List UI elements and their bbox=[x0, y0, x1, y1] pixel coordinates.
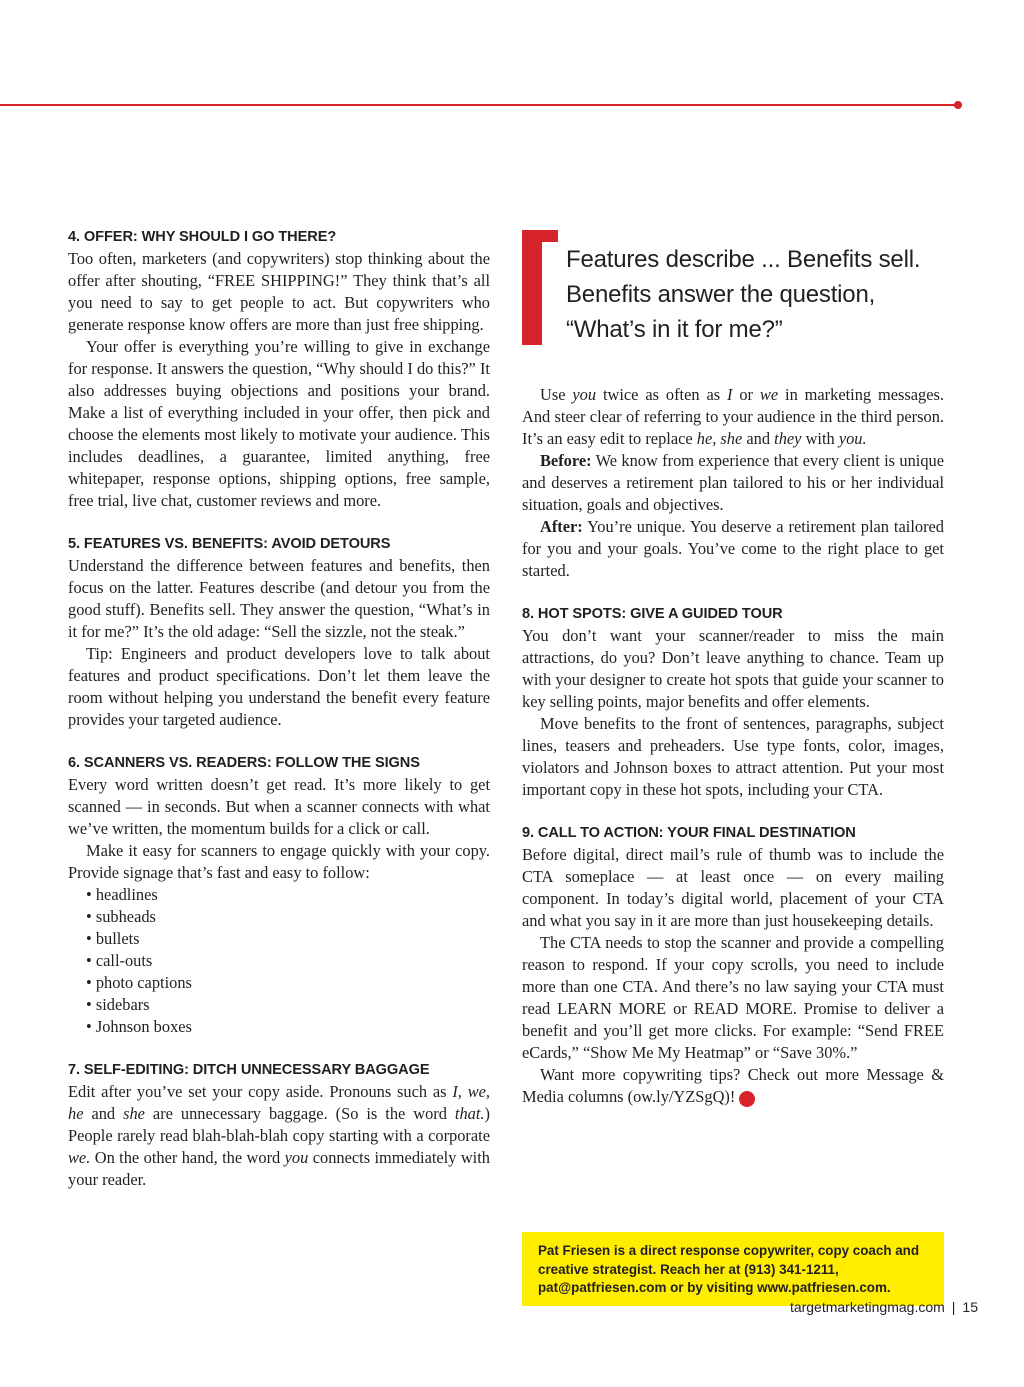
list-item: • Johnson boxes bbox=[86, 1016, 490, 1038]
before-example: Before: We know from experience that every client is unique and deserves a retirement plan tailored to his or her individual situation, goals and objectives. bbox=[522, 451, 944, 514]
after-example: After: You’re unique. You deserve a retirement plan tailored for you and your goals. You’ve come to the right place to get started. bbox=[522, 517, 944, 580]
section-5-paragraph-1: Understand the difference between features and benefits, then focus on the latter. Features describe (and detour you from the good stuff). Benefits sell. They answer the question, “What’s in it for me?” It’s the old adage: “Sell the sizzle, not the steak.” bbox=[68, 556, 490, 641]
section-4-paragraph-1: Too often, marketers (and copywriters) stop thinking about the offer after shouting, “FREE SHIPPING!” They think that’s all you need to say to get people to act. But copywriters who generate response know offers are more than just free shipping. bbox=[68, 249, 490, 334]
page-number: 15 bbox=[962, 1299, 978, 1315]
author-bio-box bbox=[522, 1232, 944, 1306]
section-8-paragraph-2: Move benefits to the front of sentences, paragraphs, subject lines, teasers and preheaders. Use type fonts, color, images, violators and Johnson boxes to attract attention. Put your most important copy in these hot spots, including your CTA. bbox=[522, 714, 944, 799]
section-4-heading: 4. OFFER: WHY SHOULD I GO THERE? bbox=[68, 229, 337, 245]
list-item: • call-outs bbox=[86, 950, 490, 972]
section-7-heading: 7. SELF-EDITING: DITCH UNNECESSARY BAGGAGE bbox=[68, 1062, 430, 1078]
top-rule-dot bbox=[954, 101, 962, 109]
section-5-paragraph-2: Tip: Engineers and product developers love to talk about features and product specifications. Don’t let them leave the room without helping you understand the benefit every feature provides your targeted audience. bbox=[68, 644, 490, 729]
list-item: • headlines bbox=[86, 884, 490, 906]
footer-site: targetmarketingmag.com bbox=[789, 1299, 945, 1315]
section-9-paragraph-3: Want more copywriting tips? Check out more Message & Media columns (ow.ly/YZSgQ)! TM bbox=[522, 1065, 944, 1106]
section-4-paragraph-2: Your offer is everything you’re willing to give in exchange for response. It answers the question, “Why should I do this?” It also addresses buying objections and positions your brand. Make a list of everything included in your offer, then pick and choose the elements most likely to motivate your audience. This includes deadlines, a guarantee, limited anything, free whitepaper, response options, shipping options, free sample, free trial, live chat, customer reviews and more. bbox=[68, 337, 490, 510]
right-column bbox=[522, 226, 944, 1108]
list-item: • sidebars bbox=[86, 994, 490, 1016]
section-7-paragraph-1: Edit after you’ve set your copy aside. Pronouns such as I, we, he and she are unnecessary baggage. (So is the word that.) People rarely read blah-blah-blah copy starting with a corporate we. On the other hand, the word you connects immediately with your reader. bbox=[68, 1082, 491, 1189]
pull-quote-bracket bbox=[522, 230, 542, 345]
section-9-heading: 9. CALL TO ACTION: YOUR FINAL DESTINATION bbox=[522, 825, 856, 841]
left-column bbox=[68, 226, 490, 1191]
section-5-heading: 5. FEATURES VS. BENEFITS: AVOID DETOURS bbox=[68, 536, 391, 552]
tm-logo-icon: TM bbox=[739, 1091, 755, 1107]
top-rule bbox=[0, 104, 958, 106]
signage-list bbox=[68, 884, 490, 1038]
pull-quote bbox=[522, 226, 944, 362]
author-bio-text: Pat Friesen is a direct response copywriter, copy coach and creative strategist. Reach her at (913) 341-1211, pat@patfriesen.com or by visiting www.patfriesen.com. bbox=[538, 1243, 920, 1295]
page-footer bbox=[790, 1299, 978, 1315]
footer-separator: | bbox=[951, 1299, 956, 1315]
list-item: • subheads bbox=[86, 906, 490, 928]
section-6-paragraph-1: Every word written doesn’t get read. It’s more likely to get scanned — in seconds. But when a scanner connects with what we’ve written, the momentum builds for a click or call. bbox=[68, 775, 490, 838]
section-9-paragraph-1: Before digital, direct mail’s rule of thumb was to include the CTA someplace — at least once — on every mailing component. In today’s digital world, placement of your CTA and what you say in it are more than just housekeeping details. bbox=[522, 845, 944, 930]
list-item: • bullets bbox=[86, 928, 490, 950]
section-8-paragraph-1: You don’t want your scanner/reader to miss the main attractions, do you? Don’t leave anything to chance. Team up with your designer to create hot spots that guide your scanner to key selling points, major benefits and offer elements. bbox=[522, 626, 944, 711]
list-item: • photo captions bbox=[86, 972, 490, 994]
section-9-paragraph-2: The CTA needs to stop the scanner and provide a compelling reason to respond. If your copy scrolls, you need to include more than one CTA. And there’s no law saying your CTA must read LEARN MORE or READ MORE. Promise to deliver a benefit and you’ll get more clicks. For example: “Send FREE eCards,” “Show Me My Heatmap” or “Save 30%.” bbox=[522, 933, 944, 1062]
pronoun-paragraph: Use you twice as often as I or we in marketing messages. And steer clear of referring to your audience in the third person. It’s an easy edit to replace he, she and they with you. bbox=[522, 385, 944, 448]
section-6-paragraph-2: Make it easy for scanners to engage quickly with your copy. Provide signage that’s fast and easy to follow: bbox=[68, 841, 490, 882]
section-6-heading: 6. SCANNERS VS. READERS: FOLLOW THE SIGNS bbox=[68, 755, 420, 771]
section-8-heading: 8. HOT SPOTS: GIVE A GUIDED TOUR bbox=[522, 606, 783, 622]
pull-quote-text: Features describe ... Benefits sell. Benefits answer the question, “What’s in it for me?” bbox=[566, 246, 921, 343]
